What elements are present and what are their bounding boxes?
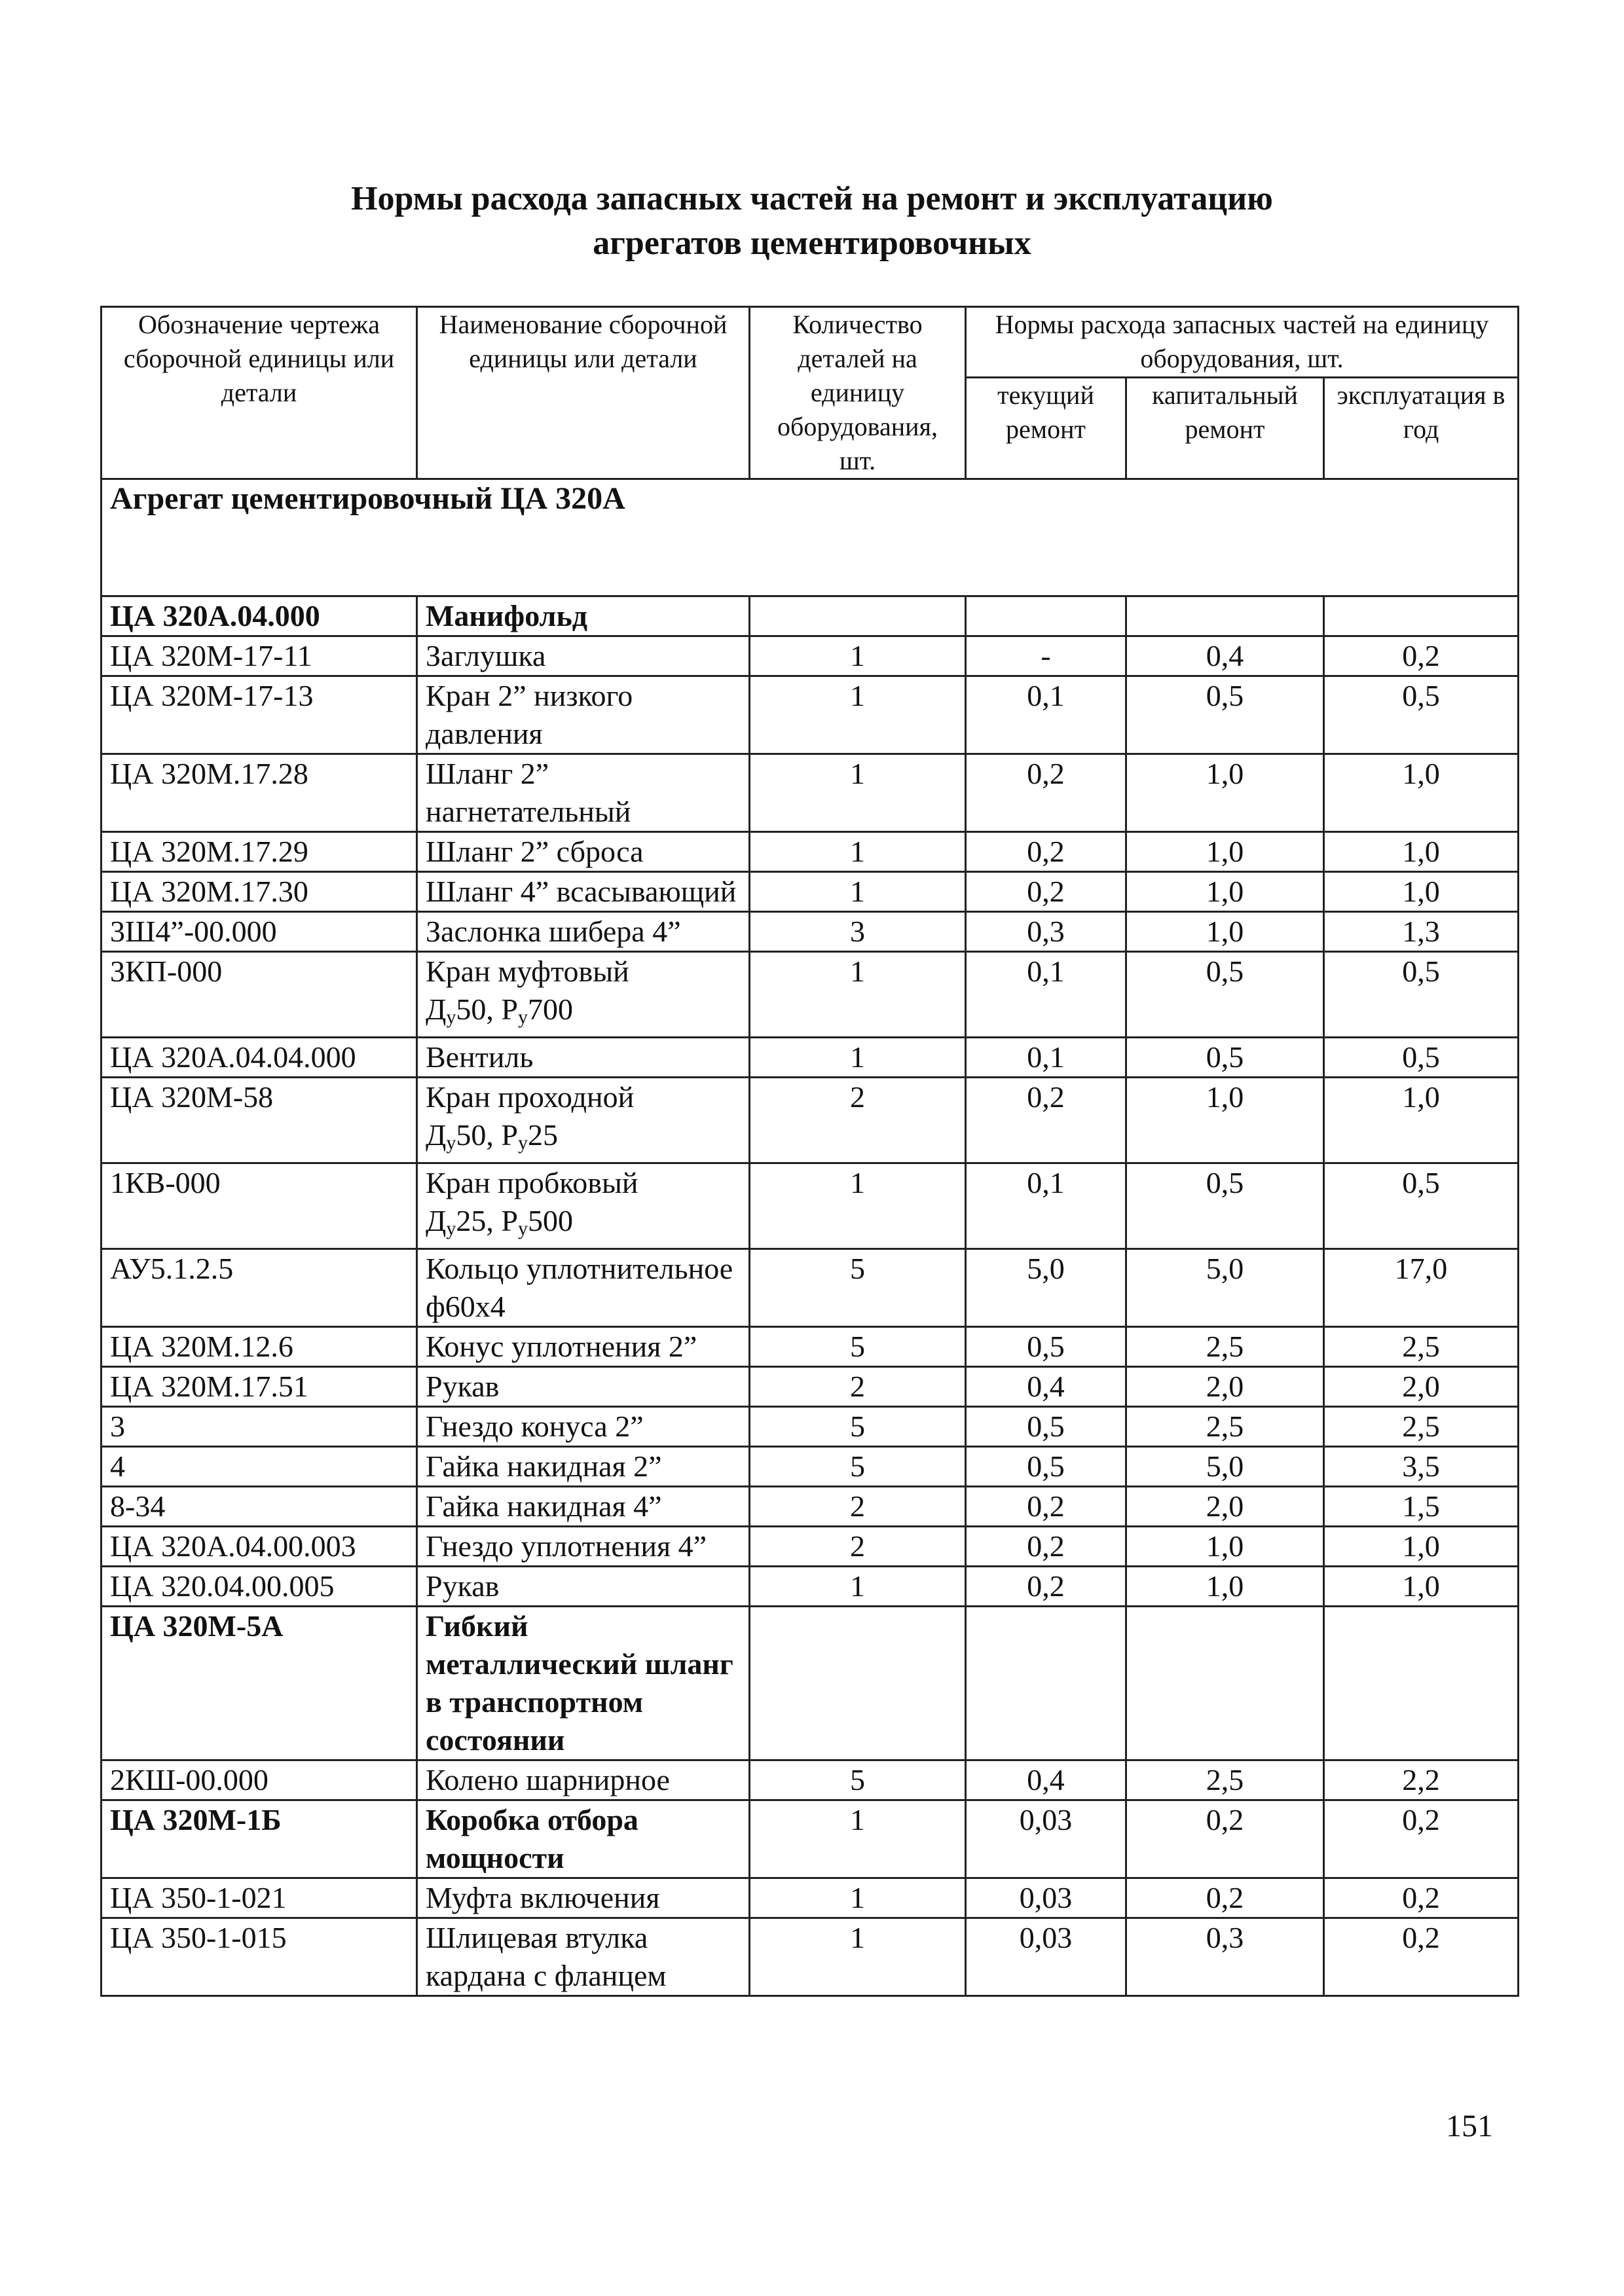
table-row [101, 754, 1519, 832]
cell-name: Колено шарнирное [417, 1760, 750, 1800]
cell-qty: 5 [750, 1760, 966, 1800]
cell-code: ЦА 320М-5А [101, 1607, 417, 1760]
spec-text: Д [426, 1204, 447, 1237]
cell-qty: 1 [750, 754, 966, 832]
cell-code: 2КШ-00.000 [101, 1760, 417, 1800]
table-row [101, 1163, 1519, 1249]
cell-current: 0,03 [966, 1878, 1126, 1918]
cell-yearly [1324, 596, 1519, 636]
cell-name: Гибкий металлический шланг в транспортном состоянии [417, 1607, 750, 1760]
table-row [101, 1407, 1519, 1447]
cell-qty [750, 596, 966, 636]
section-title: Агрегат цементировочный ЦА 320А [101, 479, 1519, 596]
cell-capital: 0,2 [1126, 1800, 1324, 1878]
cell-yearly: 0,5 [1324, 1038, 1519, 1078]
cell-name: Шлицевая втулка кардана с фланцем [417, 1918, 750, 1996]
cell-code: ЦА 320А.04.000 [101, 596, 417, 636]
cell-yearly: 0,5 [1324, 1163, 1519, 1249]
table-row [101, 1327, 1519, 1367]
cell-name: Гайка накидная 4” [417, 1487, 750, 1527]
table-row [101, 872, 1519, 912]
cell-name: Вентиль [417, 1038, 750, 1078]
cell-qty: 3 [750, 912, 966, 952]
cell-current: 0,1 [966, 952, 1126, 1038]
spec-text: Д [426, 1118, 447, 1152]
cell-name: Заглушка [417, 636, 750, 676]
cell-name-main: Кран муфтовый [426, 955, 629, 988]
cell-name [417, 1078, 750, 1163]
cell-capital: 1,0 [1126, 1527, 1324, 1567]
cell-name: Шланг 2” сброса [417, 832, 750, 872]
cell-capital: 2,5 [1126, 1407, 1324, 1447]
cell-current: 0,03 [966, 1918, 1126, 1996]
table-row [101, 596, 1519, 636]
cell-qty: 5 [750, 1407, 966, 1447]
header-norms: Нормы расхода запасных частей на единицу оборудования, шт. [966, 307, 1519, 378]
cell-yearly: 0,2 [1324, 1878, 1519, 1918]
cell-current: 0,2 [966, 754, 1126, 832]
cell-capital: 1,0 [1126, 754, 1324, 832]
cell-capital: 1,0 [1126, 1078, 1324, 1163]
cell-name: Кран 2” низкого давления [417, 676, 750, 754]
spec-text: 50, Р [456, 1118, 518, 1152]
cell-yearly: 0,5 [1324, 676, 1519, 754]
cell-yearly: 0,2 [1324, 636, 1519, 676]
cell-code: 3 [101, 1407, 417, 1447]
cell-name: Конус уплотнения 2” [417, 1327, 750, 1367]
cell-capital: 0,5 [1126, 1038, 1324, 1078]
table-row [101, 1567, 1519, 1607]
cell-name: Шланг 2” нагнетательный [417, 754, 750, 832]
spec-text: 700 [527, 993, 573, 1026]
table-row [101, 1487, 1519, 1527]
cell-name-main: Кран проходной [426, 1080, 635, 1114]
cell-capital: 2,5 [1126, 1327, 1324, 1367]
cell-name: Коробка отбора мощности [417, 1800, 750, 1878]
table-row [101, 832, 1519, 872]
cell-yearly: 0,2 [1324, 1800, 1519, 1878]
cell-current: 0,03 [966, 1800, 1126, 1878]
cell-name: Заслонка шибера 4” [417, 912, 750, 952]
cell-code: ЦА 320М-1Б [101, 1800, 417, 1878]
cell-yearly: 2,5 [1324, 1407, 1519, 1447]
cell-current: 0,2 [966, 1527, 1126, 1567]
cell-code: 8-34 [101, 1487, 417, 1527]
cell-capital: 5,0 [1126, 1447, 1324, 1487]
cell-qty: 5 [750, 1249, 966, 1327]
cell-qty: 1 [750, 636, 966, 676]
cell-code: 1КВ-000 [101, 1163, 417, 1249]
cell-current: 0,1 [966, 1163, 1126, 1249]
cell-current: 0,2 [966, 872, 1126, 912]
header-operation: эксплуатация в год [1324, 377, 1519, 479]
cell-yearly: 3,5 [1324, 1447, 1519, 1487]
page-number: 151 [1446, 2109, 1493, 2143]
spec-subscript: у [446, 1218, 456, 1239]
header-current: текущий ремонт [966, 377, 1126, 479]
spec-text: 500 [527, 1204, 573, 1237]
table-row [101, 1527, 1519, 1567]
spec-subscript: у [517, 1218, 528, 1239]
table-row [101, 1038, 1519, 1078]
page-title [0, 177, 1624, 266]
cell-yearly: 1,0 [1324, 1567, 1519, 1607]
cell-name: Кольцо уплотнительное ф60х4 [417, 1249, 750, 1327]
cell-qty: 1 [750, 1800, 966, 1878]
cell-capital: 2,5 [1126, 1760, 1324, 1800]
spec-subscript: у [517, 1132, 528, 1154]
cell-name: Рукав [417, 1567, 750, 1607]
cell-name-spec [426, 991, 741, 1036]
header-qty: Количество деталей на единицу оборудования, шт. [750, 307, 966, 479]
cell-capital: 0,4 [1126, 636, 1324, 676]
cell-code: ЦА 320.04.00.005 [101, 1567, 417, 1607]
cell-name: Муфта включения [417, 1878, 750, 1918]
spec-text: 25, Р [456, 1204, 518, 1237]
spec-text: 50, Р [456, 993, 518, 1026]
norms-table [100, 306, 1519, 1997]
cell-name-spec [426, 1116, 741, 1162]
header-capital: капитальный ремонт [1126, 377, 1324, 479]
cell-current: 0,5 [966, 1447, 1126, 1487]
cell-yearly: 1,0 [1324, 1527, 1519, 1567]
cell-yearly: 2,2 [1324, 1760, 1519, 1800]
cell-current: 0,5 [966, 1407, 1126, 1447]
cell-yearly [1324, 1607, 1519, 1760]
cell-capital: 1,0 [1126, 1567, 1324, 1607]
cell-code: ЦА 320М.12.6 [101, 1327, 417, 1367]
cell-qty: 5 [750, 1327, 966, 1367]
cell-yearly: 1,0 [1324, 1078, 1519, 1163]
table-row [101, 1367, 1519, 1407]
table-row [101, 952, 1519, 1038]
cell-current: 0,2 [966, 1078, 1126, 1163]
cell-qty: 1 [750, 1918, 966, 1996]
cell-name: Гнездо уплотнения 4” [417, 1527, 750, 1567]
cell-code: ЦА 320А.04.00.003 [101, 1527, 417, 1567]
cell-current: 0,2 [966, 1567, 1126, 1607]
cell-capital: 1,0 [1126, 832, 1324, 872]
cell-current: 0,4 [966, 1760, 1126, 1800]
spec-subscript: у [446, 1006, 456, 1028]
cell-code: 4 [101, 1447, 417, 1487]
cell-qty: 1 [750, 872, 966, 912]
cell-capital: 2,0 [1126, 1487, 1324, 1527]
title-line-2: агрегатов цементировочных [593, 225, 1031, 262]
spec-subscript: у [446, 1132, 456, 1154]
cell-qty: 1 [750, 1878, 966, 1918]
cell-current [966, 1607, 1126, 1760]
cell-code: ЦА 320А.04.04.000 [101, 1038, 417, 1078]
cell-yearly: 1,0 [1324, 872, 1519, 912]
table-row [101, 1249, 1519, 1327]
cell-name-spec [426, 1202, 741, 1248]
cell-capital: 2,0 [1126, 1367, 1324, 1407]
cell-current: 0,3 [966, 912, 1126, 952]
cell-name [417, 1163, 750, 1249]
cell-capital: 0,2 [1126, 1878, 1324, 1918]
table-row [101, 912, 1519, 952]
cell-current: 0,1 [966, 1038, 1126, 1078]
cell-code: ЦА 320М.17.28 [101, 754, 417, 832]
cell-capital: 0,5 [1126, 676, 1324, 754]
cell-capital: 5,0 [1126, 1249, 1324, 1327]
cell-yearly: 17,0 [1324, 1249, 1519, 1327]
cell-qty: 2 [750, 1078, 966, 1163]
cell-capital: 0,3 [1126, 1918, 1324, 1996]
cell-yearly: 2,5 [1324, 1327, 1519, 1367]
cell-code: ЦА 320М.17.51 [101, 1367, 417, 1407]
cell-name: Шланг 4” всасывающий [417, 872, 750, 912]
table-row [101, 676, 1519, 754]
cell-qty: 1 [750, 1038, 966, 1078]
cell-current: 0,2 [966, 1487, 1126, 1527]
cell-qty: 2 [750, 1527, 966, 1567]
cell-name: Гайка накидная 2” [417, 1447, 750, 1487]
cell-code: ЦА 320М.17.29 [101, 832, 417, 872]
cell-code: ЦА 320М-58 [101, 1078, 417, 1163]
cell-current: 0,5 [966, 1327, 1126, 1367]
spec-text: 25 [527, 1118, 558, 1152]
cell-current: 0,1 [966, 676, 1126, 754]
cell-name [417, 952, 750, 1038]
table-row [101, 1878, 1519, 1918]
cell-name: Гнездо конуса 2” [417, 1407, 750, 1447]
cell-code: 3Ш4”-00.000 [101, 912, 417, 952]
cell-name: Рукав [417, 1367, 750, 1407]
section-row [101, 479, 1519, 596]
spec-text: Д [426, 993, 447, 1026]
cell-qty: 1 [750, 832, 966, 872]
cell-capital [1126, 1607, 1324, 1760]
cell-qty: 1 [750, 952, 966, 1038]
cell-code: АУ5.1.2.5 [101, 1249, 417, 1327]
cell-yearly: 0,5 [1324, 952, 1519, 1038]
cell-capital [1126, 596, 1324, 636]
cell-qty: 5 [750, 1447, 966, 1487]
cell-code: 3КП-000 [101, 952, 417, 1038]
title-line-1: Нормы расхода запасных частей на ремонт и эксплуатацию [351, 180, 1273, 217]
cell-yearly: 1,3 [1324, 912, 1519, 952]
table-header-row-1 [101, 307, 1519, 378]
cell-current: 5,0 [966, 1249, 1126, 1327]
table-row [101, 1078, 1519, 1163]
cell-qty: 2 [750, 1487, 966, 1527]
spec-subscript: у [517, 1006, 528, 1028]
cell-yearly: 0,2 [1324, 1918, 1519, 1996]
table-row [101, 1607, 1519, 1760]
table-row [101, 636, 1519, 676]
cell-current [966, 596, 1126, 636]
table-row [101, 1918, 1519, 1996]
cell-capital: 0,5 [1126, 952, 1324, 1038]
cell-qty: 1 [750, 1163, 966, 1249]
cell-name: Манифольд [417, 596, 750, 636]
cell-code: ЦА 320М-17-11 [101, 636, 417, 676]
table-row [101, 1760, 1519, 1800]
cell-yearly: 2,0 [1324, 1367, 1519, 1407]
cell-name-main: Кран пробковый [426, 1166, 638, 1199]
cell-capital: 1,0 [1126, 872, 1324, 912]
cell-yearly: 1,0 [1324, 754, 1519, 832]
cell-code: ЦА 350-1-021 [101, 1878, 417, 1918]
cell-qty: 1 [750, 1567, 966, 1607]
table-row [101, 1447, 1519, 1487]
cell-qty: 2 [750, 1367, 966, 1407]
cell-current: - [966, 636, 1126, 676]
cell-qty: 1 [750, 676, 966, 754]
cell-code: ЦА 320М-17-13 [101, 676, 417, 754]
header-drawing: Обозначение чертежа сборочной единицы или детали [101, 307, 417, 479]
header-name: Наименование сборочной единицы или детали [417, 307, 750, 479]
cell-yearly: 1,5 [1324, 1487, 1519, 1527]
cell-current: 0,2 [966, 832, 1126, 872]
cell-code: ЦА 350-1-015 [101, 1918, 417, 1996]
cell-capital: 1,0 [1126, 912, 1324, 952]
cell-qty [750, 1607, 966, 1760]
cell-current: 0,4 [966, 1367, 1126, 1407]
table-row [101, 1800, 1519, 1878]
cell-capital: 0,5 [1126, 1163, 1324, 1249]
cell-yearly: 1,0 [1324, 832, 1519, 872]
cell-code: ЦА 320М.17.30 [101, 872, 417, 912]
